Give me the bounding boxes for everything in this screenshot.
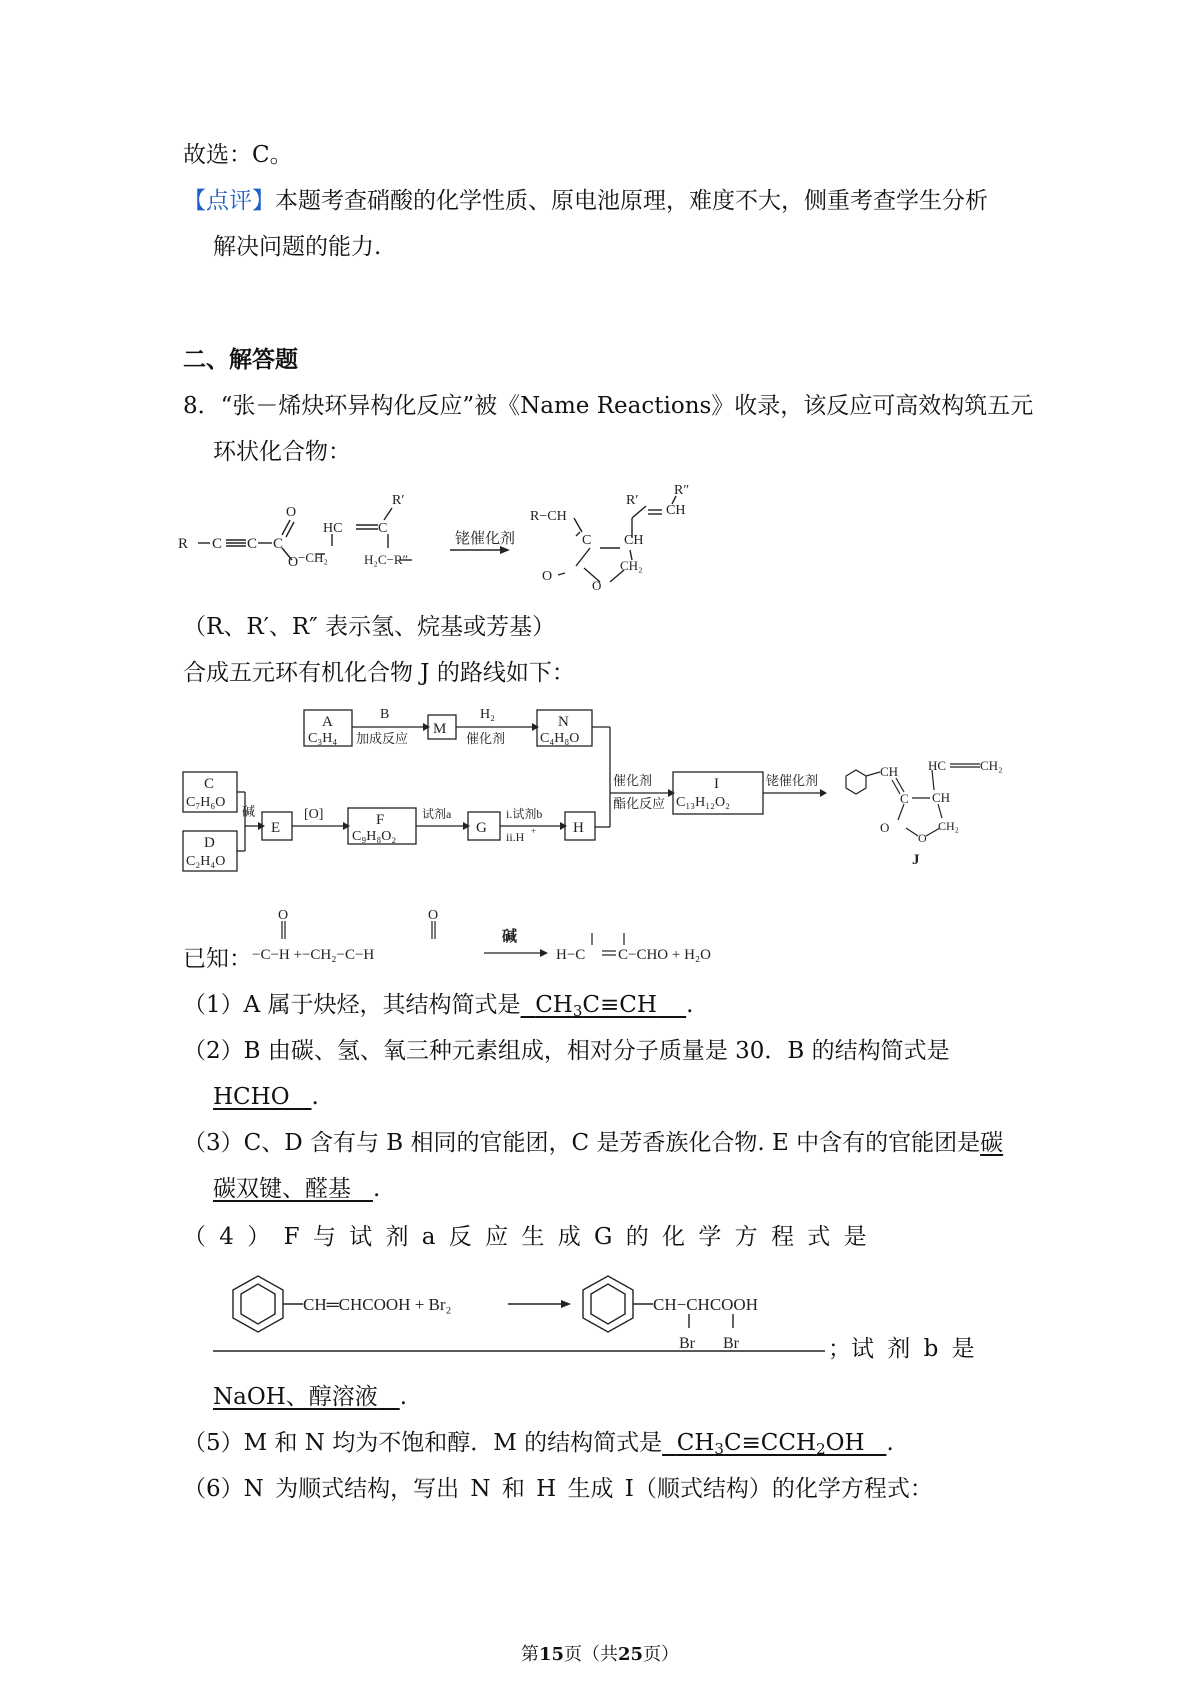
- q4-line-3: NaOH、醇溶液 .: [213, 1384, 408, 1410]
- svg-text:H₂C−R″: H₂C−R″: [364, 552, 409, 567]
- svg-text:O: O: [278, 908, 289, 923]
- svg-text:CH: CH: [880, 764, 899, 779]
- route-node-e: E: [271, 820, 281, 836]
- svg-text:C: C: [378, 521, 388, 536]
- route-node-d: D: [204, 835, 215, 851]
- q3-answer-part-1: 碳: [980, 1130, 1004, 1156]
- svg-text:O: O: [542, 569, 553, 584]
- q4-equation-diagram: [213, 1262, 883, 1357]
- svg-text:C−CHO + H₂O: C−CHO + H₂O: [618, 947, 711, 963]
- q3-line-1: （3）C、D 含有与 B 相同的官能团，C 是芳香族化合物. E 中含有的官能团是碳: [183, 1130, 1004, 1156]
- route-acid-label: ii.H: [506, 830, 525, 844]
- svg-text:C: C: [212, 536, 223, 552]
- svg-text:R′: R′: [626, 493, 639, 508]
- route-catalyst-2: 催化剂: [613, 773, 653, 788]
- route-reagent-a: 试剂a: [422, 807, 452, 821]
- q1-answer: $CH_3C\equiv CH$: [535, 992, 657, 1020]
- q2-line-1: （2）B 由碳、氢、氧三种元素组成，相对分子质量是 30．B 的结构简式是: [183, 1038, 950, 1064]
- known-label: 已知：: [183, 946, 252, 972]
- q4-line-1: （ 4 ） F 与 试 剂 a 反 应 生 成 G 的 化 学 方 程 式 是: [183, 1224, 867, 1250]
- route-reagent-b: B: [380, 707, 390, 722]
- svg-text:R″: R″: [674, 483, 690, 498]
- q3-line-2: 碳双键、醛基 .: [213, 1176, 381, 1202]
- svg-text:C: C: [273, 536, 284, 552]
- route-base-label: 碱: [242, 804, 256, 819]
- svg-text:C₄H₈O: C₄H₈O: [540, 731, 580, 746]
- svg-text:CH₂: CH₂: [980, 758, 1003, 773]
- q2-line-2: HCHO .: [213, 1084, 319, 1110]
- route-catalyst-1: 催化剂: [466, 731, 506, 746]
- route-addition-label: 加成反应: [356, 731, 409, 746]
- q4-reagent-b-label: ；试 剂 b 是: [828, 1336, 975, 1362]
- q6-line: （6）N 为顺式结构，写出 N 和 H 生成 I（顺式结构）的化学方程式：: [183, 1476, 933, 1502]
- route-node-c: C: [204, 776, 215, 792]
- svg-text:CH═CHCOOH + Br₂: CH═CHCOOH + Br₂: [303, 1295, 452, 1314]
- route-reagent-b-label: i.试剂b: [506, 807, 543, 821]
- svg-text:C₃H₄: C₃H₄: [308, 731, 338, 746]
- page-footer: 第15页（共25页）: [520, 1644, 680, 1665]
- route-node-n: N: [558, 714, 569, 730]
- svg-text:CH: CH: [932, 790, 951, 805]
- route-node-h: H: [573, 820, 584, 836]
- route-node-j: J: [912, 852, 920, 868]
- known-base-label: 碱: [502, 929, 518, 945]
- route-node-a: A: [322, 714, 333, 730]
- route-intro: 合成五元环有机化合物 J 的路线如下：: [183, 660, 575, 686]
- comment-line-2: 解决问题的能力.: [213, 234, 382, 260]
- q8-intro-line-1: 8．“张－烯炔环异构化反应”被《Name Reactions》收录，该反应可高效构筑五元: [183, 393, 1034, 419]
- svg-text:O: O: [288, 555, 299, 570]
- svg-text:−CH₂: −CH₂: [298, 550, 328, 565]
- svg-text:C₉H₈O₂: C₉H₈O₂: [352, 829, 397, 844]
- route-oxidant-label: [O]: [304, 807, 324, 822]
- svg-text:−C−H +−CH₂−C−H: −C−H +−CH₂−C−H: [252, 947, 375, 963]
- comment-line-1: [183, 186, 988, 216]
- route-esterify-label: 酯化反应: [613, 796, 666, 811]
- svg-text:Br: Br: [723, 1335, 739, 1352]
- q2-answer: HCHO: [213, 1084, 290, 1110]
- q3-answer-part-2: 碳双键、醛基: [213, 1176, 351, 1202]
- svg-text:CH: CH: [624, 533, 644, 548]
- previous-answer: 故选：C。: [183, 142, 293, 168]
- svg-text:Br: Br: [679, 1335, 695, 1352]
- svg-text:C: C: [582, 533, 592, 548]
- svg-text:O: O: [918, 831, 927, 845]
- svg-text:O: O: [592, 578, 602, 593]
- svg-text:O: O: [286, 505, 297, 520]
- svg-text:R−CH: R−CH: [530, 509, 567, 524]
- comment-text-1: 本题考查硝酸的化学性质、原电池原理，难度不大，侧重考查学生分析: [275, 188, 988, 214]
- comment-tag: 【点评】: [183, 188, 275, 214]
- route-node-f: F: [376, 812, 385, 828]
- svg-text:R′: R′: [392, 493, 405, 508]
- route-rh-catalyst: 铑催化剂: [766, 773, 819, 788]
- route-node-i: I: [714, 776, 719, 792]
- svg-text:C₁₃H₁₂O₂: C₁₃H₁₂O₂: [676, 795, 730, 810]
- q8-intro-line-2: 环状化合物：: [213, 439, 351, 465]
- svg-text:HC: HC: [928, 758, 947, 773]
- svg-text:HC: HC: [323, 521, 343, 536]
- page-number: 15: [538, 1644, 564, 1665]
- svg-text:R: R: [178, 536, 189, 552]
- svg-text:CH₂: CH₂: [620, 558, 643, 573]
- svg-text:C: C: [900, 791, 909, 806]
- svg-text:C: C: [247, 536, 258, 552]
- page-total: 25: [618, 1644, 644, 1665]
- q1-line: （1）A 属于炔烃，其结构简式是 $CH_3C\equiv CH$ .: [183, 992, 694, 1020]
- q4-answer-b: NaOH、醇溶液: [213, 1384, 378, 1410]
- synthesis-route-diagram: [180, 700, 1020, 900]
- r-group-note: （R、R′、R″ 表示氢、烷基或芳基）: [183, 614, 556, 640]
- svg-text:O: O: [880, 820, 890, 835]
- known-reaction-diagram: [250, 905, 790, 965]
- svg-text:CH−CHCOOH: CH−CHCOOH: [653, 1295, 758, 1314]
- route-node-g: G: [476, 820, 487, 836]
- q1-prefix: （1）A 属于炔烃，其结构简式是: [183, 992, 521, 1018]
- q5-answer: $CH_3C\equiv CCH_2OH$: [676, 1430, 865, 1458]
- svg-text:H₂: H₂: [480, 707, 495, 722]
- q5-line: （5）M 和 N 均为不饱和醇．M 的结构简式是 $CH_3C\equiv CCH_2OH$ .: [183, 1430, 894, 1458]
- svg-text:C₂H₄O: C₂H₄O: [186, 854, 226, 869]
- svg-text:H−C: H−C: [556, 947, 586, 963]
- svg-text:CH₂: CH₂: [938, 819, 959, 833]
- section-title: 二、解答题: [183, 346, 298, 373]
- reaction-scheme-diagram: [180, 480, 740, 600]
- rh-catalyst-label: 铑催化剂: [455, 531, 516, 547]
- svg-text:O: O: [428, 908, 439, 923]
- svg-text:+: +: [531, 826, 537, 836]
- svg-text:C₇H₆O: C₇H₆O: [186, 795, 226, 810]
- route-node-m: M: [433, 721, 447, 737]
- svg-text:CH: CH: [666, 503, 686, 518]
